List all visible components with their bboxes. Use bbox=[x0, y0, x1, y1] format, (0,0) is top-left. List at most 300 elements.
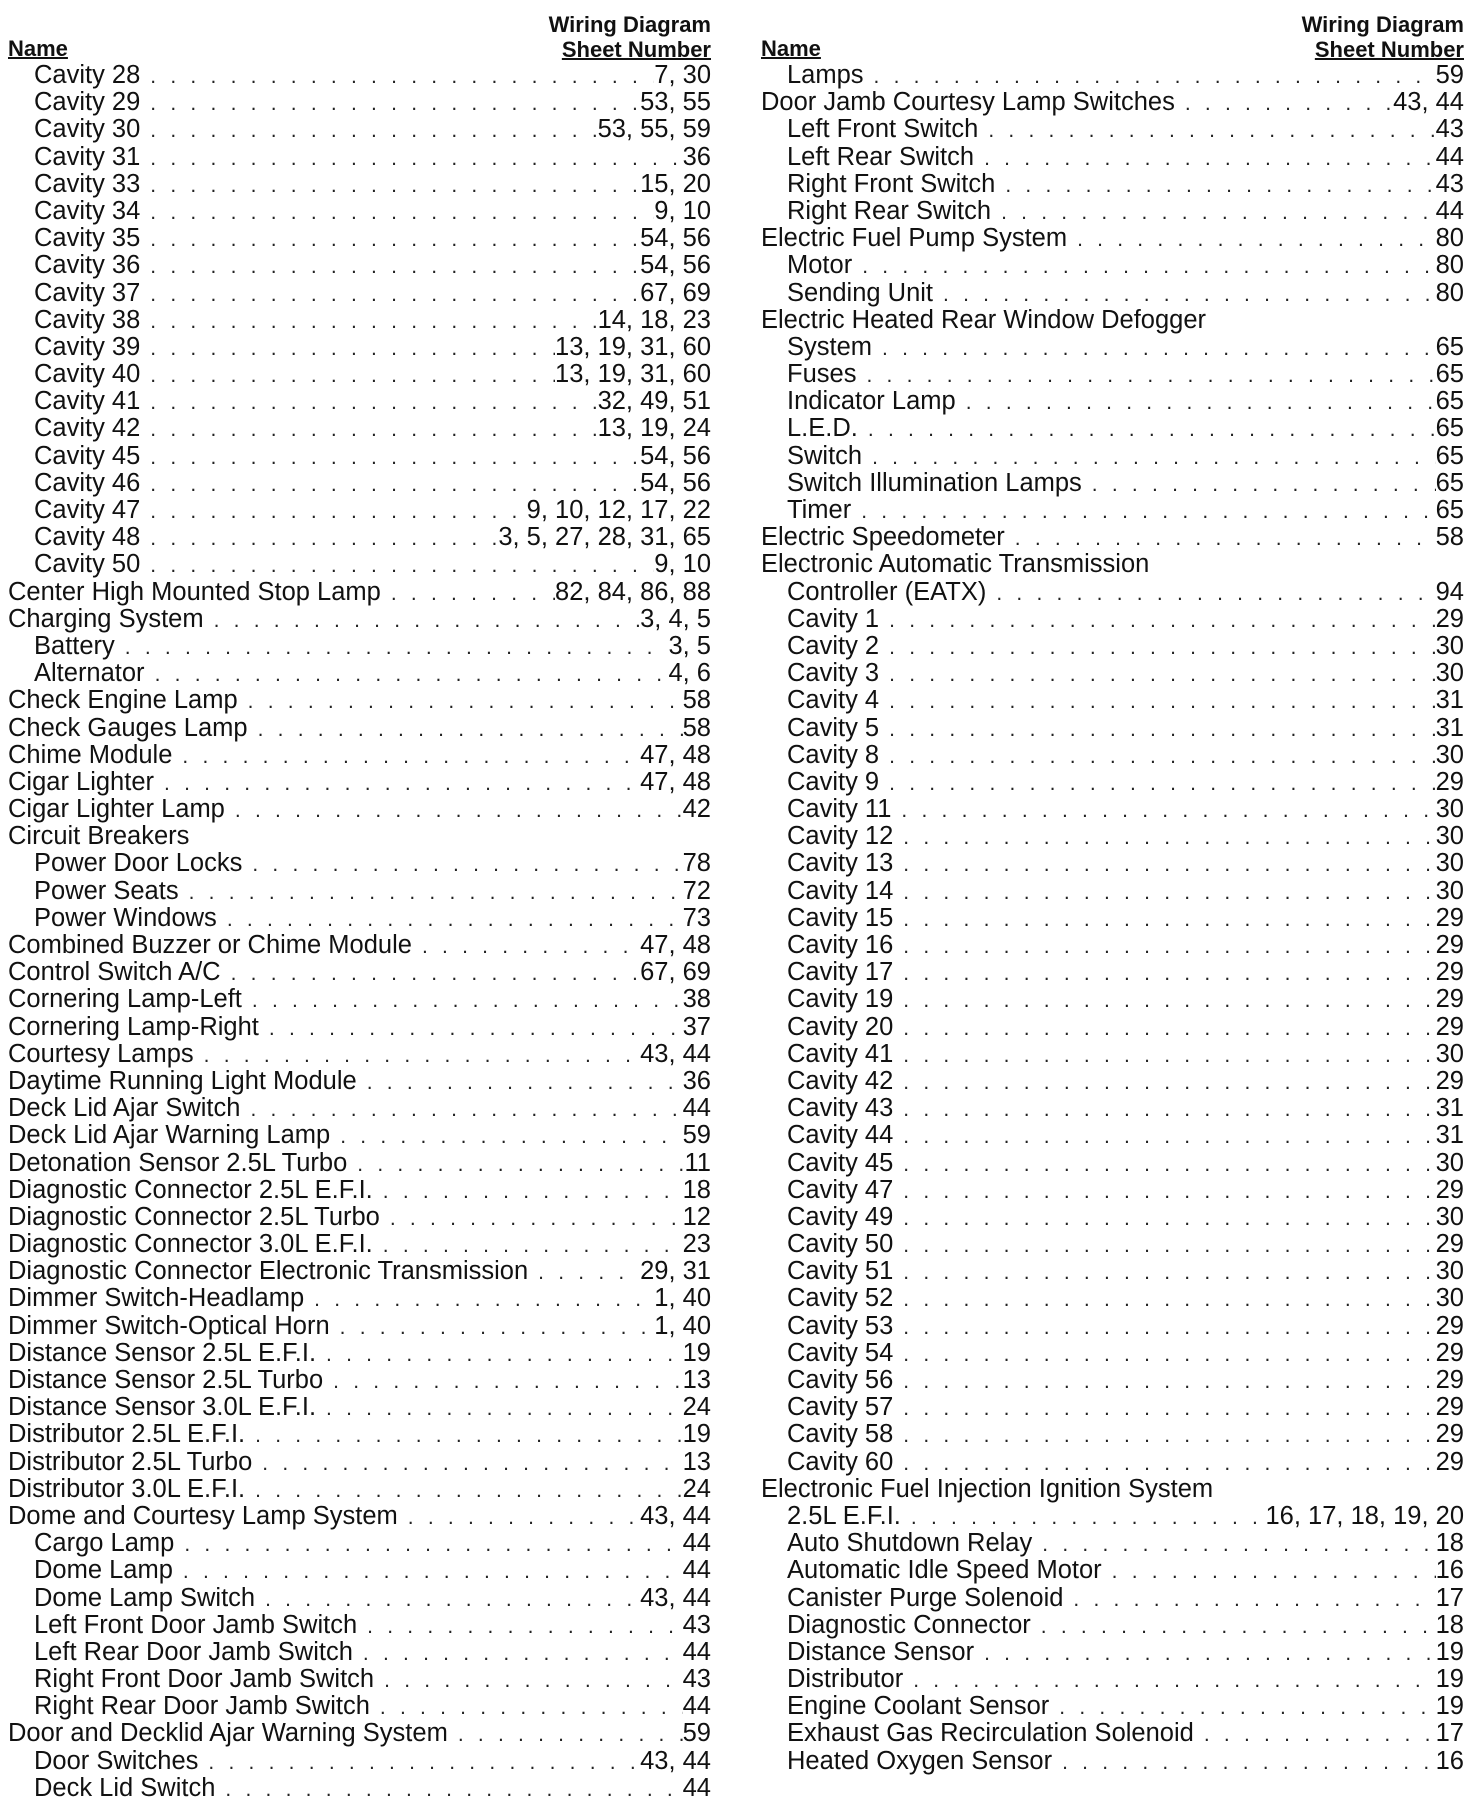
entry-name: Dome Lamp Switch bbox=[34, 1583, 256, 1612]
index-entry bbox=[8, 116, 711, 143]
index-entry bbox=[8, 62, 711, 89]
dot-leader bbox=[380, 1205, 683, 1232]
sheet-numbers: 80 bbox=[1435, 251, 1464, 280]
index-entry bbox=[8, 1748, 711, 1775]
sheet-numbers: 29 bbox=[1435, 767, 1464, 796]
index-entry bbox=[8, 524, 711, 551]
index-entry bbox=[761, 388, 1464, 415]
sheet-numbers: 29 bbox=[1435, 1230, 1464, 1259]
entry-name: Diagnostic Connector 3.0L E.F.I. bbox=[8, 1230, 373, 1259]
dot-leader bbox=[864, 63, 1436, 90]
dot-leader bbox=[347, 1151, 684, 1178]
entry-name: Check Engine Lamp bbox=[8, 686, 238, 715]
index-entry bbox=[8, 497, 711, 524]
sheet-numbers: 31 bbox=[1435, 686, 1464, 715]
dot-leader bbox=[1102, 1558, 1436, 1585]
entry-name: Combined Buzzer or Chime Module bbox=[8, 931, 412, 959]
sheet-numbers: 3, 4, 5 bbox=[640, 604, 711, 633]
sheet-numbers: 29 bbox=[1435, 931, 1464, 959]
entry-name: Charging System bbox=[8, 604, 204, 633]
entry-name: Circuit Breakers bbox=[8, 822, 190, 851]
index-entry bbox=[8, 1340, 711, 1367]
dot-leader bbox=[933, 281, 1436, 308]
index-entry bbox=[761, 470, 1464, 497]
entry-name: Distributor 2.5L Turbo bbox=[8, 1447, 253, 1476]
dot-leader bbox=[242, 851, 682, 878]
dot-leader bbox=[140, 416, 597, 443]
sheet-numbers: 29 bbox=[1435, 1066, 1464, 1095]
entry-name: Cavity 41 bbox=[34, 387, 141, 416]
entry-name: Cavity 57 bbox=[787, 1393, 894, 1422]
dot-leader bbox=[1052, 1749, 1436, 1776]
entry-name: Cavity 9 bbox=[787, 767, 880, 796]
column-header bbox=[761, 8, 1464, 62]
sheet-numbers: 16 bbox=[1435, 1746, 1464, 1775]
entry-name: Door and Decklid Ajar Warning System bbox=[8, 1719, 448, 1748]
entry-name: Courtesy Lamps bbox=[8, 1039, 194, 1068]
index-entry bbox=[8, 932, 711, 959]
dot-leader bbox=[1175, 90, 1393, 117]
index-entry bbox=[761, 1394, 1464, 1421]
index-entry bbox=[761, 878, 1464, 905]
sheet-numbers: 30 bbox=[1435, 876, 1464, 905]
entry-name: Dimmer Switch-Headlamp bbox=[8, 1284, 305, 1313]
sheet-numbers: 3, 5, 27, 28, 31, 65 bbox=[498, 523, 711, 552]
dot-leader bbox=[1067, 226, 1436, 253]
dot-leader bbox=[140, 362, 555, 389]
sheet-numbers: 67, 69 bbox=[640, 278, 711, 307]
dot-leader bbox=[893, 960, 1435, 987]
dot-leader bbox=[140, 145, 682, 172]
index-entry bbox=[8, 715, 711, 742]
index-entry bbox=[8, 252, 711, 279]
entry-name: Deck Lid Ajar Warning Lamp bbox=[8, 1121, 331, 1150]
sheet-numbers: 30 bbox=[1435, 740, 1464, 769]
sheet-numbers: 12 bbox=[682, 1202, 711, 1231]
entry-name: Cavity 50 bbox=[787, 1230, 894, 1259]
dot-leader bbox=[893, 879, 1435, 906]
entry-name: Cavity 58 bbox=[787, 1420, 894, 1449]
sheet-number-header-line1: Wiring Diagram bbox=[548, 12, 711, 37]
sheet-numbers: 43 bbox=[682, 1665, 711, 1694]
entry-name: Daytime Running Light Module bbox=[8, 1066, 357, 1095]
entry-name: Switch bbox=[787, 441, 863, 470]
dot-leader bbox=[893, 1069, 1435, 1096]
dot-leader bbox=[893, 1422, 1435, 1449]
index-entry bbox=[761, 1231, 1464, 1258]
index-entry bbox=[8, 796, 711, 823]
index-entry bbox=[761, 1748, 1464, 1775]
index-entry bbox=[761, 1666, 1464, 1693]
entry-name: Cavity 38 bbox=[34, 305, 141, 334]
dot-leader bbox=[245, 1477, 682, 1504]
sheet-numbers: 19 bbox=[1435, 1692, 1464, 1721]
entry-name: Cavity 41 bbox=[787, 1039, 894, 1068]
dot-leader bbox=[893, 851, 1435, 878]
entry-name: Cavity 42 bbox=[787, 1066, 894, 1095]
index-entry bbox=[761, 823, 1464, 850]
sheet-numbers: 43 bbox=[1435, 115, 1464, 144]
dot-leader bbox=[140, 281, 640, 308]
index-entry bbox=[761, 171, 1464, 198]
sheet-numbers: 30 bbox=[1435, 631, 1464, 660]
sheet-numbers: 16, 17, 18, 19, 20 bbox=[1265, 1501, 1464, 1530]
entry-name: Cavity 33 bbox=[34, 169, 141, 198]
index-entry bbox=[8, 823, 711, 850]
index-entry bbox=[761, 334, 1464, 361]
index-entry bbox=[761, 62, 1464, 89]
entry-name: Right Front Door Jamb Switch bbox=[34, 1665, 375, 1694]
dot-leader bbox=[851, 498, 1435, 525]
dot-leader bbox=[1032, 1531, 1435, 1558]
dot-leader bbox=[374, 1667, 683, 1694]
index-entry bbox=[761, 1720, 1464, 1747]
entry-name: Cavity 53 bbox=[787, 1311, 894, 1340]
index-entry bbox=[8, 1557, 711, 1584]
entry-name: Left Rear Switch bbox=[787, 142, 975, 171]
sheet-numbers: 31 bbox=[1435, 1121, 1464, 1150]
dot-leader bbox=[893, 1368, 1435, 1395]
entry-name: Left Rear Door Jamb Switch bbox=[34, 1637, 353, 1666]
index-entry bbox=[8, 388, 711, 415]
dot-leader bbox=[140, 253, 640, 280]
dot-leader bbox=[893, 1314, 1435, 1341]
sheet-numbers: 29 bbox=[1435, 1338, 1464, 1367]
index-entry bbox=[8, 1068, 711, 1095]
entry-name: 2.5L E.F.I. bbox=[787, 1501, 901, 1530]
sheet-numbers: 53, 55, 59 bbox=[597, 115, 711, 144]
sheet-numbers: 29 bbox=[1435, 1420, 1464, 1449]
dot-leader bbox=[893, 1178, 1435, 1205]
dot-leader bbox=[245, 1422, 682, 1449]
entry-name: Cavity 47 bbox=[787, 1175, 894, 1204]
index-entry bbox=[8, 1204, 711, 1231]
dot-leader bbox=[893, 1042, 1435, 1069]
entry-name: Cavity 40 bbox=[34, 360, 141, 389]
entry-name: Right Rear Door Jamb Switch bbox=[34, 1692, 370, 1721]
sheet-numbers: 30 bbox=[1435, 795, 1464, 824]
dot-leader bbox=[956, 389, 1436, 416]
sheet-numbers: 24 bbox=[682, 1474, 711, 1503]
index-entry bbox=[8, 687, 711, 714]
index-entry bbox=[761, 715, 1464, 742]
dot-leader bbox=[893, 1015, 1435, 1042]
sheet-numbers: 13, 19, 24 bbox=[597, 414, 711, 443]
dot-leader bbox=[412, 933, 640, 960]
sheet-numbers: 47, 48 bbox=[640, 931, 711, 959]
dot-leader bbox=[1049, 1694, 1435, 1721]
dot-leader bbox=[140, 471, 640, 498]
entry-name: Chime Module bbox=[8, 740, 173, 769]
sheet-numbers: 30 bbox=[1435, 659, 1464, 688]
entry-name: Deck Lid Ajar Switch bbox=[8, 1094, 241, 1123]
index-entry bbox=[761, 1612, 1464, 1639]
index-entry bbox=[761, 1367, 1464, 1394]
sheet-numbers: 94 bbox=[1435, 577, 1464, 606]
dot-leader bbox=[252, 1450, 682, 1477]
index-entry bbox=[761, 1204, 1464, 1231]
index-entry bbox=[8, 334, 711, 361]
index-entry bbox=[761, 687, 1464, 714]
dot-leader bbox=[862, 444, 1436, 471]
entry-name: Cavity 50 bbox=[34, 550, 141, 579]
dot-leader bbox=[891, 797, 1435, 824]
entry-name: Cavity 54 bbox=[787, 1338, 894, 1367]
entry-name: Engine Coolant Sensor bbox=[787, 1692, 1050, 1721]
index-entry bbox=[8, 89, 711, 116]
dot-leader bbox=[140, 335, 555, 362]
dot-leader bbox=[995, 172, 1435, 199]
sheet-numbers: 59 bbox=[1435, 61, 1464, 89]
sheet-numbers: 43, 44 bbox=[640, 1746, 711, 1775]
index-entry bbox=[8, 1367, 711, 1394]
entry-name: Cavity 2 bbox=[787, 631, 880, 660]
sheet-numbers: 44 bbox=[682, 1094, 711, 1123]
entry-name: Cavity 60 bbox=[787, 1447, 894, 1476]
dot-leader bbox=[974, 1640, 1436, 1667]
index-entry bbox=[8, 1285, 711, 1312]
dot-leader bbox=[140, 525, 498, 552]
index-entry bbox=[8, 171, 711, 198]
entry-name: Motor bbox=[787, 251, 853, 280]
dot-leader bbox=[879, 607, 1436, 634]
index-entry bbox=[761, 1041, 1464, 1068]
index-entry bbox=[761, 1421, 1464, 1448]
index-entry bbox=[8, 470, 711, 497]
dot-leader bbox=[373, 1178, 683, 1205]
sheet-numbers: 80 bbox=[1435, 278, 1464, 307]
index-entry bbox=[8, 1449, 711, 1476]
index-entry bbox=[761, 959, 1464, 986]
sheet-numbers: 37 bbox=[682, 1012, 711, 1041]
entry-name: Electronic Automatic Transmission bbox=[761, 550, 1150, 579]
index-entry bbox=[8, 443, 711, 470]
sheet-numbers: 42 bbox=[682, 795, 711, 824]
dot-leader bbox=[140, 552, 654, 579]
sheet-numbers: 44 bbox=[1435, 142, 1464, 171]
index-entry bbox=[761, 144, 1464, 171]
sheet-numbers: 30 bbox=[1435, 1039, 1464, 1068]
sheet-numbers: 19 bbox=[682, 1420, 711, 1449]
sheet-numbers: 44 bbox=[1435, 196, 1464, 225]
index-entry bbox=[761, 89, 1464, 116]
index-entry bbox=[8, 1503, 711, 1530]
dot-leader bbox=[893, 933, 1435, 960]
sheet-numbers: 29 bbox=[1435, 985, 1464, 1014]
sheet-numbers: 9, 10 bbox=[654, 196, 711, 225]
sheet-numbers: 36 bbox=[682, 142, 711, 171]
entry-name: Lamps bbox=[787, 61, 864, 89]
dot-leader bbox=[1063, 1586, 1435, 1613]
entry-name: Door Switches bbox=[34, 1746, 199, 1775]
sheet-numbers: 43 bbox=[682, 1610, 711, 1639]
index-entry bbox=[8, 1476, 711, 1503]
entry-name: Cavity 12 bbox=[787, 822, 894, 851]
sheet-numbers: 65 bbox=[1435, 332, 1464, 361]
sheet-numbers: 29 bbox=[1435, 1393, 1464, 1422]
dot-leader bbox=[974, 145, 1436, 172]
sheet-numbers: 4, 6 bbox=[668, 659, 711, 688]
entry-name: Cavity 17 bbox=[787, 958, 894, 987]
dot-leader bbox=[858, 416, 1436, 443]
index-entry bbox=[8, 1095, 711, 1122]
dot-leader bbox=[1194, 1721, 1436, 1748]
index-entry bbox=[761, 307, 1464, 334]
dot-leader bbox=[330, 1123, 682, 1150]
dot-leader bbox=[879, 743, 1436, 770]
dot-leader bbox=[879, 716, 1436, 743]
dot-leader bbox=[145, 661, 669, 688]
sheet-numbers: 14, 18, 23 bbox=[597, 305, 711, 334]
entry-name: Cigar Lighter Lamp bbox=[8, 795, 225, 824]
sheet-numbers: 9, 10, 12, 17, 22 bbox=[526, 496, 711, 524]
index-entry bbox=[761, 660, 1464, 687]
sheet-numbers: 43, 44 bbox=[640, 1039, 711, 1068]
entry-name: Distance Sensor bbox=[787, 1637, 975, 1666]
sheet-numbers: 44 bbox=[682, 1637, 711, 1666]
index-entry bbox=[761, 1014, 1464, 1041]
sheet-number-header-line2: Sheet Number bbox=[561, 37, 711, 62]
sheet-numbers: 29 bbox=[1435, 958, 1464, 987]
index-entry bbox=[8, 1231, 711, 1258]
index-entry bbox=[8, 1639, 711, 1666]
index-entry bbox=[8, 361, 711, 388]
sheet-numbers: 31 bbox=[1435, 1094, 1464, 1123]
index-entry bbox=[761, 415, 1464, 442]
entry-name: Cavity 5 bbox=[787, 713, 880, 742]
index-entry bbox=[761, 1639, 1464, 1666]
index-entry bbox=[761, 1313, 1464, 1340]
sheet-numbers: 82, 84, 86, 88 bbox=[555, 577, 711, 606]
index-entry bbox=[761, 1585, 1464, 1612]
index-entry bbox=[761, 1449, 1464, 1476]
dot-leader bbox=[903, 1667, 1435, 1694]
index-entry bbox=[8, 1150, 711, 1177]
entry-name: Cavity 47 bbox=[34, 496, 141, 524]
dot-leader bbox=[330, 1314, 655, 1341]
index-entry bbox=[761, 932, 1464, 959]
sheet-numbers: 65 bbox=[1435, 468, 1464, 497]
dot-leader bbox=[370, 1694, 683, 1721]
dot-leader bbox=[528, 1259, 640, 1286]
dot-leader bbox=[140, 389, 597, 416]
entry-name: Cavity 35 bbox=[34, 224, 141, 253]
sheet-numbers: 72 bbox=[682, 876, 711, 905]
index-entry bbox=[8, 959, 711, 986]
dot-leader bbox=[221, 960, 641, 987]
sheet-numbers: 65 bbox=[1435, 496, 1464, 524]
entry-name: Diagnostic Connector Electronic Transmission bbox=[8, 1257, 529, 1286]
index-entry bbox=[8, 633, 711, 660]
entry-name: Cavity 4 bbox=[787, 686, 880, 715]
entry-name: Cavity 52 bbox=[787, 1284, 894, 1313]
dot-leader bbox=[893, 1205, 1435, 1232]
index-entry bbox=[761, 579, 1464, 606]
sheet-numbers: 30 bbox=[1435, 1202, 1464, 1231]
index-entry bbox=[8, 579, 711, 606]
entry-name: Battery bbox=[34, 631, 115, 660]
index-entry bbox=[8, 1177, 711, 1204]
sheet-numbers: 65 bbox=[1435, 441, 1464, 470]
name-header: Name bbox=[8, 36, 68, 61]
entry-name: Cavity 16 bbox=[787, 931, 894, 959]
sheet-numbers: 18 bbox=[1435, 1610, 1464, 1639]
dot-leader bbox=[140, 117, 597, 144]
dot-leader bbox=[893, 1341, 1435, 1368]
sheet-numbers: 65 bbox=[1435, 360, 1464, 389]
entry-name: Cavity 1 bbox=[787, 604, 880, 633]
sheet-numbers: 19 bbox=[682, 1338, 711, 1367]
entry-name: Cavity 49 bbox=[787, 1202, 894, 1231]
entry-name: Cigar Lighter bbox=[8, 767, 154, 796]
entry-name: Diagnostic Connector bbox=[787, 1610, 1031, 1639]
sheet-numbers: 17 bbox=[1435, 1583, 1464, 1612]
sheet-numbers: 11 bbox=[684, 1148, 711, 1177]
index-entry bbox=[8, 660, 711, 687]
sheet-numbers: 43, 44 bbox=[640, 1583, 711, 1612]
sheet-number-header bbox=[1302, 12, 1464, 62]
dot-leader bbox=[357, 1069, 683, 1096]
sheet-numbers: 13 bbox=[682, 1366, 711, 1394]
sheet-numbers: 44 bbox=[682, 1773, 711, 1802]
entry-name: Cavity 42 bbox=[34, 414, 141, 443]
sheet-numbers: 43 bbox=[1435, 169, 1464, 198]
sheet-numbers: 29 bbox=[1435, 903, 1464, 932]
index-entry bbox=[761, 1150, 1464, 1177]
sheet-numbers: 38 bbox=[682, 985, 711, 1014]
entry-name: Cargo Lamp bbox=[34, 1529, 175, 1558]
index-entry bbox=[8, 1612, 711, 1639]
entry-name: Exhaust Gas Recirculation Solenoid bbox=[787, 1719, 1194, 1748]
entry-name: Dome Lamp bbox=[34, 1556, 173, 1585]
dot-leader bbox=[140, 172, 640, 199]
sheet-numbers: 80 bbox=[1435, 224, 1464, 253]
entry-name: Cavity 48 bbox=[34, 523, 141, 552]
index-entry bbox=[761, 198, 1464, 225]
sheet-numbers: 24 bbox=[682, 1393, 711, 1422]
right-column bbox=[761, 8, 1464, 1775]
sheet-numbers: 47, 48 bbox=[640, 767, 711, 796]
index-entry bbox=[8, 1775, 711, 1802]
index-entry bbox=[761, 1530, 1464, 1557]
entry-name: Right Rear Switch bbox=[787, 196, 992, 225]
sheet-numbers: 29 bbox=[1435, 1311, 1464, 1340]
sheet-numbers: 30 bbox=[1435, 1257, 1464, 1286]
dot-leader bbox=[893, 1123, 1435, 1150]
sheet-numbers: 29 bbox=[1435, 1175, 1464, 1204]
entry-name: Center High Mounted Stop Lamp bbox=[8, 577, 381, 606]
entry-name: Cavity 15 bbox=[787, 903, 894, 932]
dot-leader bbox=[879, 661, 1436, 688]
sheet-numbers: 44 bbox=[682, 1529, 711, 1558]
dot-leader bbox=[259, 1015, 683, 1042]
index-entry bbox=[761, 361, 1464, 388]
entry-name: Dimmer Switch-Optical Horn bbox=[8, 1311, 330, 1340]
index-entry bbox=[761, 633, 1464, 660]
index-entry bbox=[8, 1122, 711, 1149]
dot-leader bbox=[893, 1259, 1435, 1286]
sheet-numbers: 65 bbox=[1435, 387, 1464, 416]
sheet-number-header-line1: Wiring Diagram bbox=[1301, 12, 1464, 37]
sheet-numbers: 30 bbox=[1435, 1148, 1464, 1177]
index-list bbox=[8, 62, 711, 1802]
sheet-numbers: 54, 56 bbox=[640, 251, 711, 280]
entry-name: Cornering Lamp-Left bbox=[8, 985, 242, 1014]
dot-leader bbox=[893, 824, 1435, 851]
entry-name: Power Door Locks bbox=[34, 849, 243, 878]
column-header bbox=[8, 8, 711, 62]
entry-name: Cavity 19 bbox=[787, 985, 894, 1014]
